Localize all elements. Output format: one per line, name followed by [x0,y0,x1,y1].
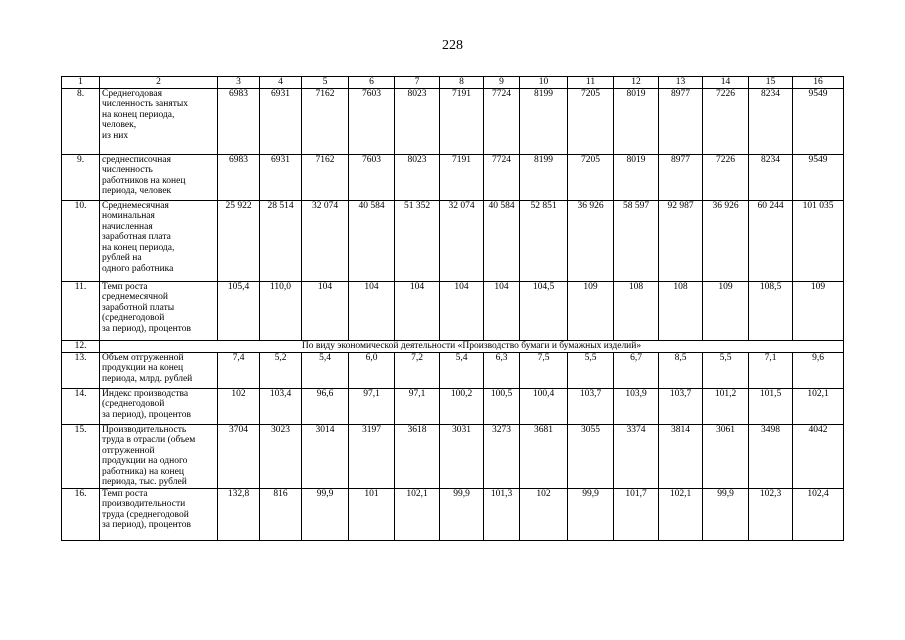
table-cell: 3061 [703,424,749,488]
row-number: 8. [62,88,100,154]
table-cell: 8023 [395,154,440,200]
table-cell: 99,9 [302,488,349,540]
table-cell: 104 [349,281,395,340]
table-row [62,88,844,154]
column-header: 7 [395,77,440,89]
table-cell: 7191 [440,154,484,200]
table-cell: 7,1 [749,352,793,388]
table-cell: 6931 [260,88,302,154]
table-row [62,352,844,388]
column-header: 6 [349,77,395,89]
table-cell: 109 [793,281,844,340]
table-row [62,281,844,340]
table-cell: 102,1 [793,388,844,424]
header-row [62,77,844,89]
row-label: Среднегодовая численность занятых на конец периода, человек, из них [100,88,218,154]
section-row [62,340,844,352]
table-cell: 5,5 [568,352,614,388]
table-cell: 100,5 [484,388,520,424]
table-cell: 8234 [749,154,793,200]
table-cell: 8977 [659,154,703,200]
table-cell: 9,6 [793,352,844,388]
column-header: 12 [614,77,659,89]
table-cell: 6983 [218,88,260,154]
table-cell: 7,2 [395,352,440,388]
table-cell: 132,8 [218,488,260,540]
table-cell: 102,1 [659,488,703,540]
table-cell: 8023 [395,88,440,154]
table-cell: 3498 [749,424,793,488]
row-number: 16. [62,488,100,540]
column-header: 8 [440,77,484,89]
column-header: 10 [520,77,568,89]
table-cell: 104 [395,281,440,340]
row-number: 12. [62,340,100,352]
table-cell: 110,0 [260,281,302,340]
table-cell: 103,4 [260,388,302,424]
table-cell: 52 851 [520,200,568,281]
column-header: 5 [302,77,349,89]
table-cell: 103,9 [614,388,659,424]
column-header: 2 [100,77,218,89]
table-cell: 7724 [484,88,520,154]
table-cell: 3704 [218,424,260,488]
row-label: Объем отгруженной продукции на конец периода, млрд. рублей [100,352,218,388]
table-cell: 3681 [520,424,568,488]
table-cell: 97,1 [349,388,395,424]
row-number: 10. [62,200,100,281]
table-cell: 5,2 [260,352,302,388]
table-cell: 7,5 [520,352,568,388]
table-cell: 101 [349,488,395,540]
statistics-table [61,76,844,541]
table-cell: 101 035 [793,200,844,281]
table-cell: 3014 [302,424,349,488]
row-label: Среднемесячная номинальная начисленная заработная плата на конец периода, рублей на одного работника [100,200,218,281]
table-cell: 40 584 [484,200,520,281]
column-header: 11 [568,77,614,89]
table-cell: 100,2 [440,388,484,424]
table-cell: 7226 [703,88,749,154]
row-number: 15. [62,424,100,488]
table-cell: 3055 [568,424,614,488]
table-cell: 3374 [614,424,659,488]
table-cell: 32 074 [302,200,349,281]
table-cell: 3618 [395,424,440,488]
table-cell: 5,4 [440,352,484,388]
table-cell: 9549 [793,88,844,154]
table-cell: 7724 [484,154,520,200]
row-number: 13. [62,352,100,388]
table-cell: 105,4 [218,281,260,340]
table-cell: 6,0 [349,352,395,388]
table-cell: 7226 [703,154,749,200]
row-label: Темп роста производительности труда (среднегодовой за период), процентов [100,488,218,540]
table-cell: 6931 [260,154,302,200]
table-row [62,488,844,540]
table-row [62,424,844,488]
table-cell: 6983 [218,154,260,200]
table-cell: 108,5 [749,281,793,340]
table-cell: 7205 [568,154,614,200]
table-cell: 4042 [793,424,844,488]
table-row [62,388,844,424]
table-cell: 96,6 [302,388,349,424]
table-cell: 5,4 [302,352,349,388]
table-cell: 7191 [440,88,484,154]
table-cell: 101,5 [749,388,793,424]
table-cell: 99,9 [568,488,614,540]
table-cell: 7603 [349,154,395,200]
table-cell: 99,9 [703,488,749,540]
column-header: 1 [62,77,100,89]
column-header: 16 [793,77,844,89]
table-cell: 8019 [614,88,659,154]
table-cell: 40 584 [349,200,395,281]
table-cell: 103,7 [659,388,703,424]
table-cell: 104,5 [520,281,568,340]
table-cell: 102 [520,488,568,540]
table-cell: 100,4 [520,388,568,424]
table-cell: 102,3 [749,488,793,540]
table-cell: 58 597 [614,200,659,281]
row-label: среднесписочная численность работников на конец периода, человек [100,154,218,200]
table-cell: 108 [614,281,659,340]
column-header: 13 [659,77,703,89]
table-cell: 3814 [659,424,703,488]
table-cell: 36 926 [568,200,614,281]
page-number: 228 [442,38,463,53]
table-cell: 6,7 [614,352,659,388]
table-cell: 8977 [659,88,703,154]
section-title: По виду экономической деятельности «Производство бумаги и бумажных изделий» [100,340,844,352]
table-cell: 108 [659,281,703,340]
row-label: Темп роста среднемесячной заработной платы (среднегодовой за период), процентов [100,281,218,340]
table-cell: 5,5 [703,352,749,388]
table-cell: 60 244 [749,200,793,281]
column-header: 9 [484,77,520,89]
table-cell: 104 [302,281,349,340]
table-row [62,200,844,281]
table-cell: 9549 [793,154,844,200]
table-cell: 102 [218,388,260,424]
table-cell: 3197 [349,424,395,488]
table-cell: 102,1 [395,488,440,540]
table-cell: 8019 [614,154,659,200]
row-label: Индекс производства (среднегодовой за период), процентов [100,388,218,424]
table-row [62,154,844,200]
column-header: 3 [218,77,260,89]
table-cell: 3273 [484,424,520,488]
table-cell: 6,3 [484,352,520,388]
table-cell: 103,7 [568,388,614,424]
table-cell: 8199 [520,154,568,200]
table-cell: 104 [440,281,484,340]
table-cell: 101,2 [703,388,749,424]
table-cell: 3031 [440,424,484,488]
table-cell: 99,9 [440,488,484,540]
table-cell: 101,7 [614,488,659,540]
table-cell: 8234 [749,88,793,154]
row-number: 9. [62,154,100,200]
row-number: 11. [62,281,100,340]
table-cell: 109 [703,281,749,340]
table-cell: 7162 [302,154,349,200]
table-cell: 7,4 [218,352,260,388]
table-cell: 7162 [302,88,349,154]
table-cell: 109 [568,281,614,340]
table-cell: 25 922 [218,200,260,281]
table-cell: 7205 [568,88,614,154]
column-header: 4 [260,77,302,89]
table-cell: 51 352 [395,200,440,281]
table-cell: 3023 [260,424,302,488]
row-number: 14. [62,388,100,424]
table-cell: 816 [260,488,302,540]
table-cell: 8,5 [659,352,703,388]
table-cell: 32 074 [440,200,484,281]
table-cell: 36 926 [703,200,749,281]
table-cell: 92 987 [659,200,703,281]
table-cell: 28 514 [260,200,302,281]
table-cell: 104 [484,281,520,340]
row-label: Производительность труда в отрасли (объем отгруженной продукции на одного работника) на конец периода, тыс. рублей [100,424,218,488]
table-cell: 101,3 [484,488,520,540]
table-cell: 97,1 [395,388,440,424]
column-header: 14 [703,77,749,89]
column-header: 15 [749,77,793,89]
table-cell: 8199 [520,88,568,154]
table-cell: 102,4 [793,488,844,540]
table-cell: 7603 [349,88,395,154]
